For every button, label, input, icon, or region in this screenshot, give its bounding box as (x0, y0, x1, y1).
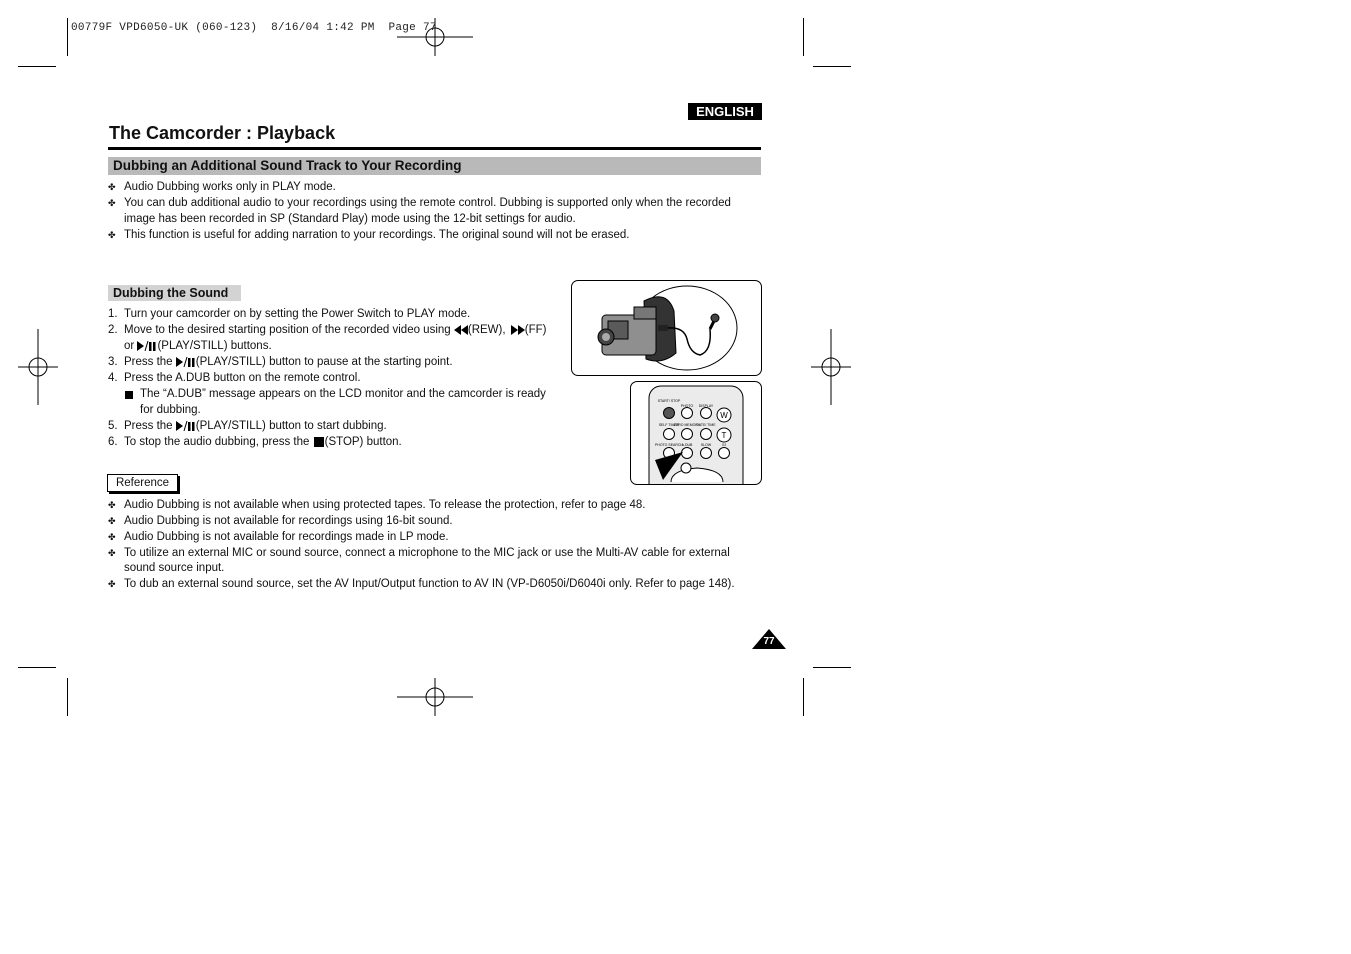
remote-label-w: W (720, 411, 728, 420)
page-title: The Camcorder : Playback (109, 123, 336, 143)
reference-label: Reference (107, 474, 178, 492)
print-slug-line: 00779F VPD6050-UK (060-123) 8/16/04 1:42 PM Page 77 (71, 22, 437, 34)
remote-label-a-dub: A.DUB (681, 443, 693, 447)
title-rule (108, 147, 761, 150)
remote-label-photo-search: PHOTO SEARCH (655, 443, 683, 447)
play-still-icon (176, 357, 196, 367)
registration-mark-left (18, 329, 58, 405)
registration-mark-right (811, 329, 851, 405)
bullet-icon: ✤ (108, 198, 116, 208)
crop-mark (813, 66, 851, 67)
crop-mark (67, 18, 68, 56)
registration-mark-bottom (397, 678, 473, 716)
section-heading: Dubbing an Additional Sound Track to Your Recording (108, 157, 761, 175)
crop-mark (803, 18, 804, 56)
bullet-icon: ✤ (108, 532, 116, 542)
play-still-icon (176, 421, 196, 431)
play-still-icon (137, 341, 157, 351)
subheading: Dubbing the Sound (108, 285, 241, 301)
remote-label-date-time: DATE/ TIME (696, 423, 716, 427)
remote-label-slow: SLOW (700, 443, 712, 447)
bullet-icon: ✤ (108, 182, 116, 192)
page-number-badge (752, 629, 786, 649)
crop-mark (18, 667, 56, 668)
remote-label-x2: X2 (721, 443, 727, 447)
page-number: 77 (763, 636, 775, 647)
remote-label-start-stop: START/ STOP (657, 399, 681, 403)
crop-mark (18, 66, 56, 67)
remote-control-figure (630, 381, 762, 485)
crop-mark (67, 678, 68, 716)
fast-forward-icon (511, 325, 525, 335)
camcorder-illustration (572, 281, 761, 375)
remote-label-t: T (721, 431, 727, 440)
remote-label-photo: PHOTO (680, 404, 694, 408)
camcorder-microphone-figure (571, 280, 762, 376)
bullet-icon: ✤ (108, 500, 116, 510)
bullet-icon: ✤ (108, 516, 116, 526)
crop-mark (803, 678, 804, 716)
stop-icon (314, 437, 324, 447)
bullet-icon: ✤ (108, 579, 116, 589)
rewind-icon (454, 325, 468, 335)
language-tab: ENGLISH (688, 103, 762, 120)
bullet-icon: ✤ (108, 548, 116, 558)
square-bullet-icon (125, 391, 133, 399)
crop-mark (813, 667, 851, 668)
remote-label-self-timer: SELF TIMER (658, 423, 680, 427)
remote-label-zero-memory: ZERO MEMORY (673, 423, 701, 427)
remote-label-display: DISPLAY (698, 404, 714, 408)
remote-control-illustration (631, 382, 761, 484)
bullet-icon: ✤ (108, 230, 116, 240)
